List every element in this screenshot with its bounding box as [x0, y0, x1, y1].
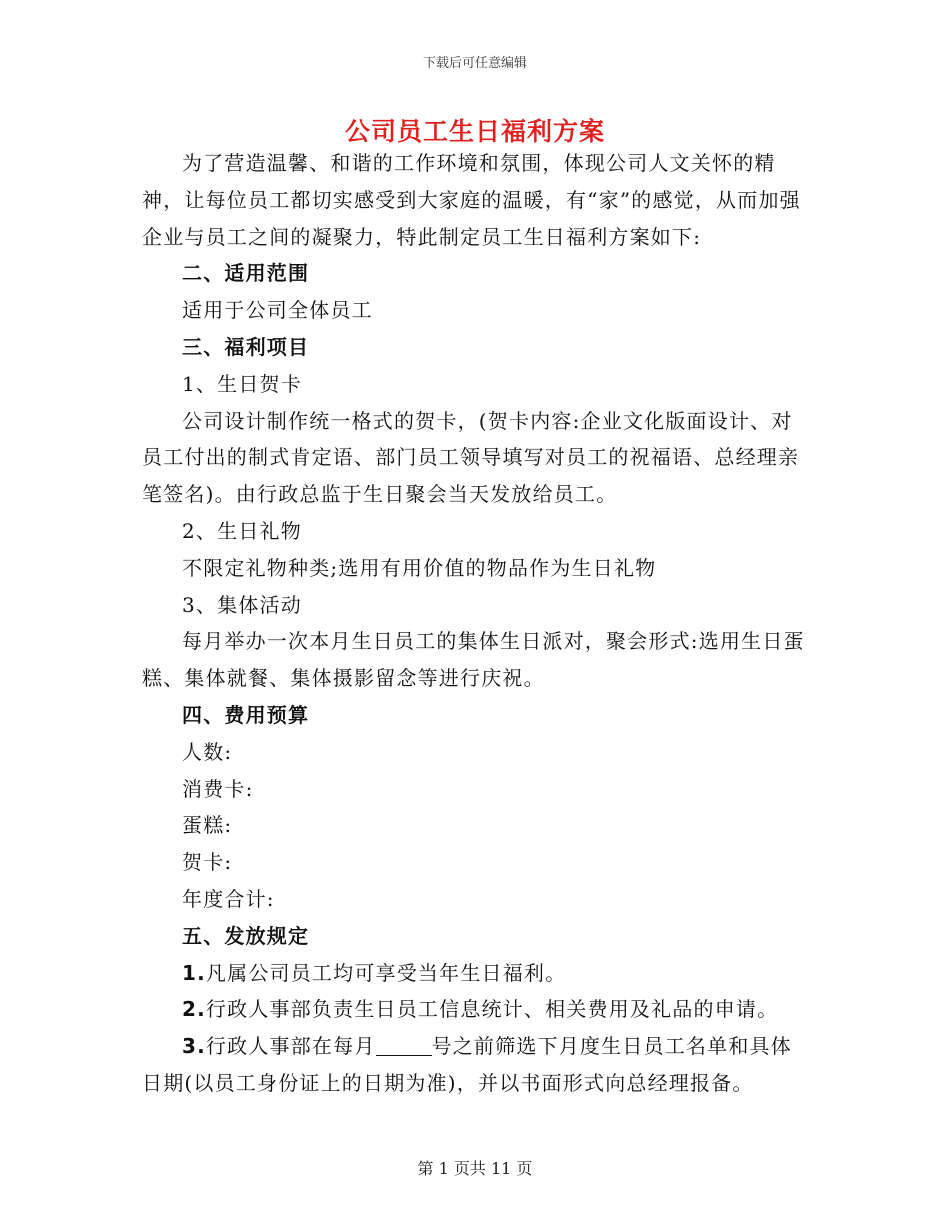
scope-heading: 二、适用范围 [182, 261, 310, 286]
fill-in-blank [376, 1035, 432, 1056]
rules-heading: 五、发放规定 [182, 923, 310, 948]
budget-item-people: 人数: [182, 739, 233, 764]
budget-item-card: 消费卡: [182, 776, 254, 801]
gift-heading: 2、生日礼物 [182, 518, 302, 543]
budget-item-total: 年度合计: [182, 886, 275, 911]
budget-heading: 四、费用预算 [182, 702, 310, 727]
document-body [142, 145, 810, 1102]
rule-3 [142, 1028, 810, 1102]
rule-3-text-a: 行政人事部在每月 [205, 1034, 376, 1059]
rule-3-number: 3. [182, 1034, 206, 1059]
document-title: 公司员工生日福利方案 [344, 117, 605, 146]
scope-text: 适用于公司全体员工 [182, 298, 373, 323]
gift-text: 不限定礼物种类;选用有用价值的物品作为生日礼物 [182, 555, 657, 580]
card-text: 公司设计制作统一格式的贺卡，(贺卡内容:企业文化版面设计、对员工付出的制式肯定语、部门员工领导填写对员工的祝福语、总经理亲笔签名)。由行政总监于生日聚会当天发放给员工。 [142, 408, 800, 507]
intro-paragraph: 为了营造温馨、和谐的工作环境和氛围，体现公司人文关怀的精神，让每位员工都切实感受到大家庭的温暖，有“家”的感觉，从而加强企业与员工之间的凝聚力，特此制定员工生日福利方案如下: [142, 151, 801, 249]
benefits-heading: 三、福利项目 [182, 334, 310, 359]
budget-item-cake: 蛋糕: [182, 813, 233, 838]
budget-item-greeting-card: 贺卡: [182, 850, 233, 875]
card-heading: 1、生日贺卡 [182, 371, 302, 396]
activity-heading: 3、集体活动 [182, 592, 302, 617]
page-header: 下载后可任意编辑 [422, 56, 527, 71]
rule-2-number: 2. [182, 997, 206, 1022]
rule-1-number: 1. [182, 960, 206, 985]
rule-1-text: 凡属公司员工均可享受当年生日福利。 [205, 960, 567, 985]
page-footer: 第 1 页共 11 页 [417, 1159, 533, 1178]
activity-text: 每月举办一次本月生日员工的集体生日派对，聚会形式:选用生日蛋糕、集体就餐、集体摄影留念等进行庆祝。 [142, 629, 805, 691]
rule-1 [142, 955, 810, 992]
rule-2-text: 行政人事部负责生日员工信息统计、相关费用及礼品的申请。 [205, 997, 779, 1022]
rule-3-text-b: 号之前筛选下月度生日员工名单和具体日期(以员工身份证上的日期为准)，并以书面形式向总经理报备。 [142, 1034, 792, 1095]
rule-2 [142, 991, 810, 1028]
